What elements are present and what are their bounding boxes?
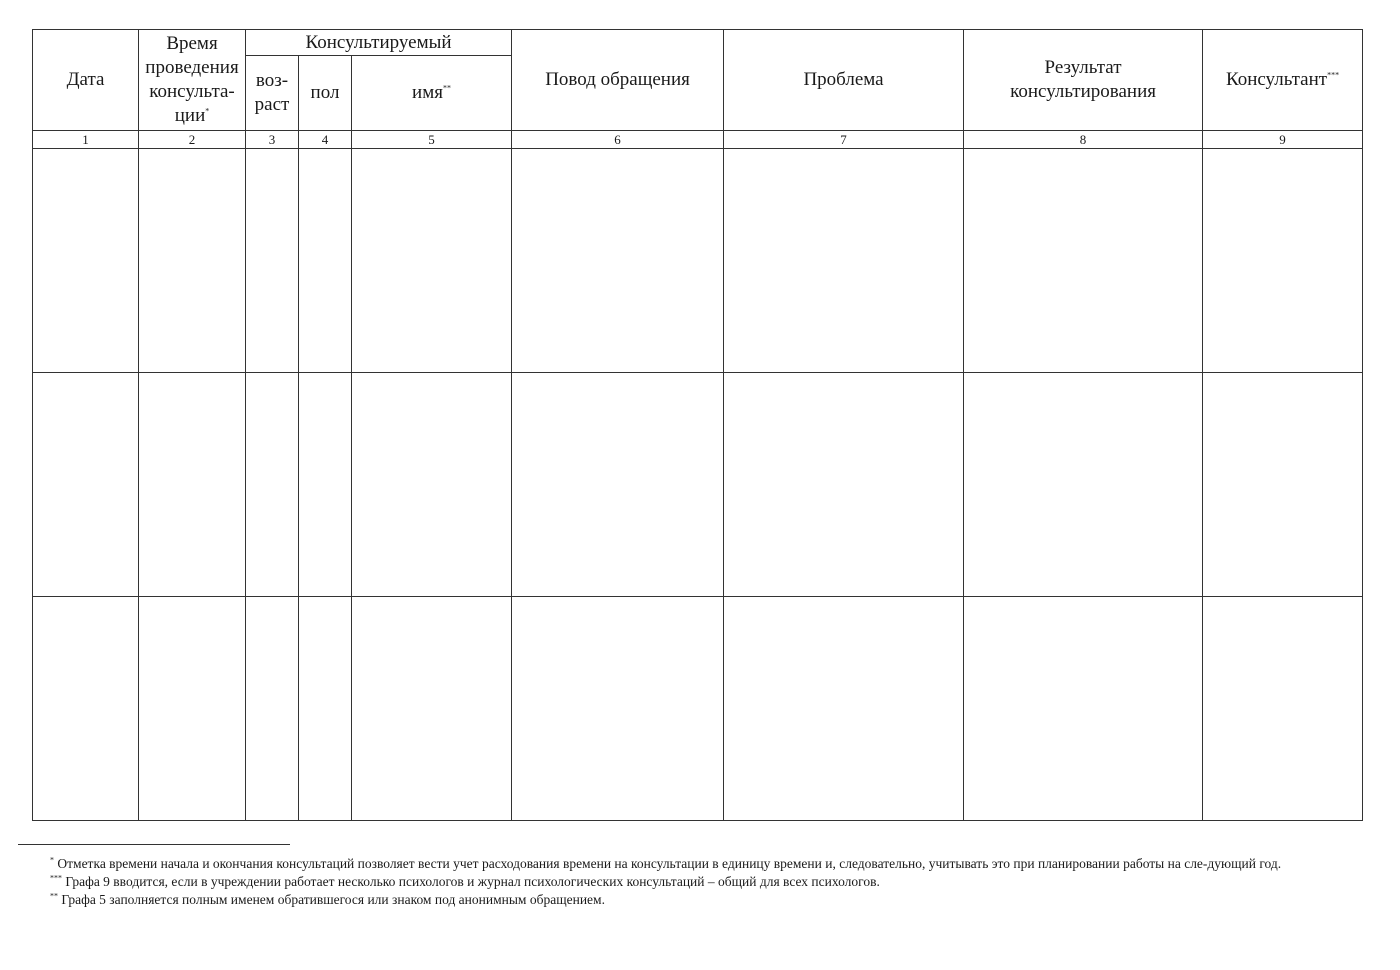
column-number-row bbox=[33, 131, 1363, 149]
table-cell bbox=[1203, 373, 1363, 597]
table-cell bbox=[246, 373, 299, 597]
footnote: ** Графа 5 заполняется полным именем обратившегося или знаком под анонимным обращением. bbox=[50, 891, 605, 907]
table-cell bbox=[139, 597, 246, 821]
table-cell bbox=[512, 149, 724, 373]
footnote: *** Графа 9 вводится, если в учреждении работает несколько психологов и журнал психологических консультаций – общий для всех психологов. bbox=[50, 873, 880, 889]
header-date: Дата bbox=[33, 30, 139, 131]
column-number: 6 bbox=[512, 131, 724, 149]
table-cell bbox=[33, 373, 139, 597]
table-cell bbox=[352, 597, 512, 821]
table-row bbox=[33, 373, 1363, 597]
column-number: 8 bbox=[964, 131, 1203, 149]
header-age: воз- раст bbox=[246, 56, 299, 131]
header-row-top bbox=[33, 30, 1363, 56]
consultation-journal-table bbox=[32, 29, 1363, 821]
header-time: Время проведения консульта- ции* bbox=[139, 30, 246, 131]
table-cell bbox=[33, 597, 139, 821]
header-consultant: Консультант*** bbox=[1203, 30, 1363, 131]
table-cell bbox=[33, 149, 139, 373]
table-cell bbox=[964, 373, 1203, 597]
table-row bbox=[33, 149, 1363, 373]
footnote: * Отметка времени начала и окончания консультаций позволяет вести учет расходования времени на консультации в единицу времени и, следовательно, учитывать это при планировании работы на сле-дующий год. bbox=[50, 855, 1282, 871]
header-client-group: Консультируемый bbox=[246, 30, 512, 56]
table-cell bbox=[139, 149, 246, 373]
column-number: 3 bbox=[246, 131, 299, 149]
table-cell bbox=[352, 373, 512, 597]
column-number: 9 bbox=[1203, 131, 1363, 149]
column-number: 2 bbox=[139, 131, 246, 149]
footnotes bbox=[18, 855, 1378, 909]
column-number: 5 bbox=[352, 131, 512, 149]
table-cell bbox=[724, 373, 964, 597]
table-cell bbox=[512, 373, 724, 597]
footnote-separator bbox=[18, 844, 290, 845]
column-number: 1 bbox=[33, 131, 139, 149]
table-cell bbox=[352, 149, 512, 373]
table-cell bbox=[299, 597, 352, 821]
table-cell bbox=[139, 373, 246, 597]
table-cell bbox=[246, 597, 299, 821]
table-cell bbox=[1203, 597, 1363, 821]
header-reason: Повод обращения bbox=[512, 30, 724, 131]
header-result: Результат консультирования bbox=[964, 30, 1203, 131]
table-cell bbox=[964, 597, 1203, 821]
table-cell bbox=[724, 597, 964, 821]
table-row bbox=[33, 597, 1363, 821]
column-number: 4 bbox=[299, 131, 352, 149]
table-cell bbox=[512, 597, 724, 821]
column-number: 7 bbox=[724, 131, 964, 149]
table-cell bbox=[299, 149, 352, 373]
header-problem: Проблема bbox=[724, 30, 964, 131]
table-cell bbox=[964, 149, 1203, 373]
table-cell bbox=[724, 149, 964, 373]
table-cell bbox=[246, 149, 299, 373]
header-name: имя** bbox=[352, 56, 512, 131]
table-cell bbox=[299, 373, 352, 597]
table-cell bbox=[1203, 149, 1363, 373]
header-sex: пол bbox=[299, 56, 352, 131]
